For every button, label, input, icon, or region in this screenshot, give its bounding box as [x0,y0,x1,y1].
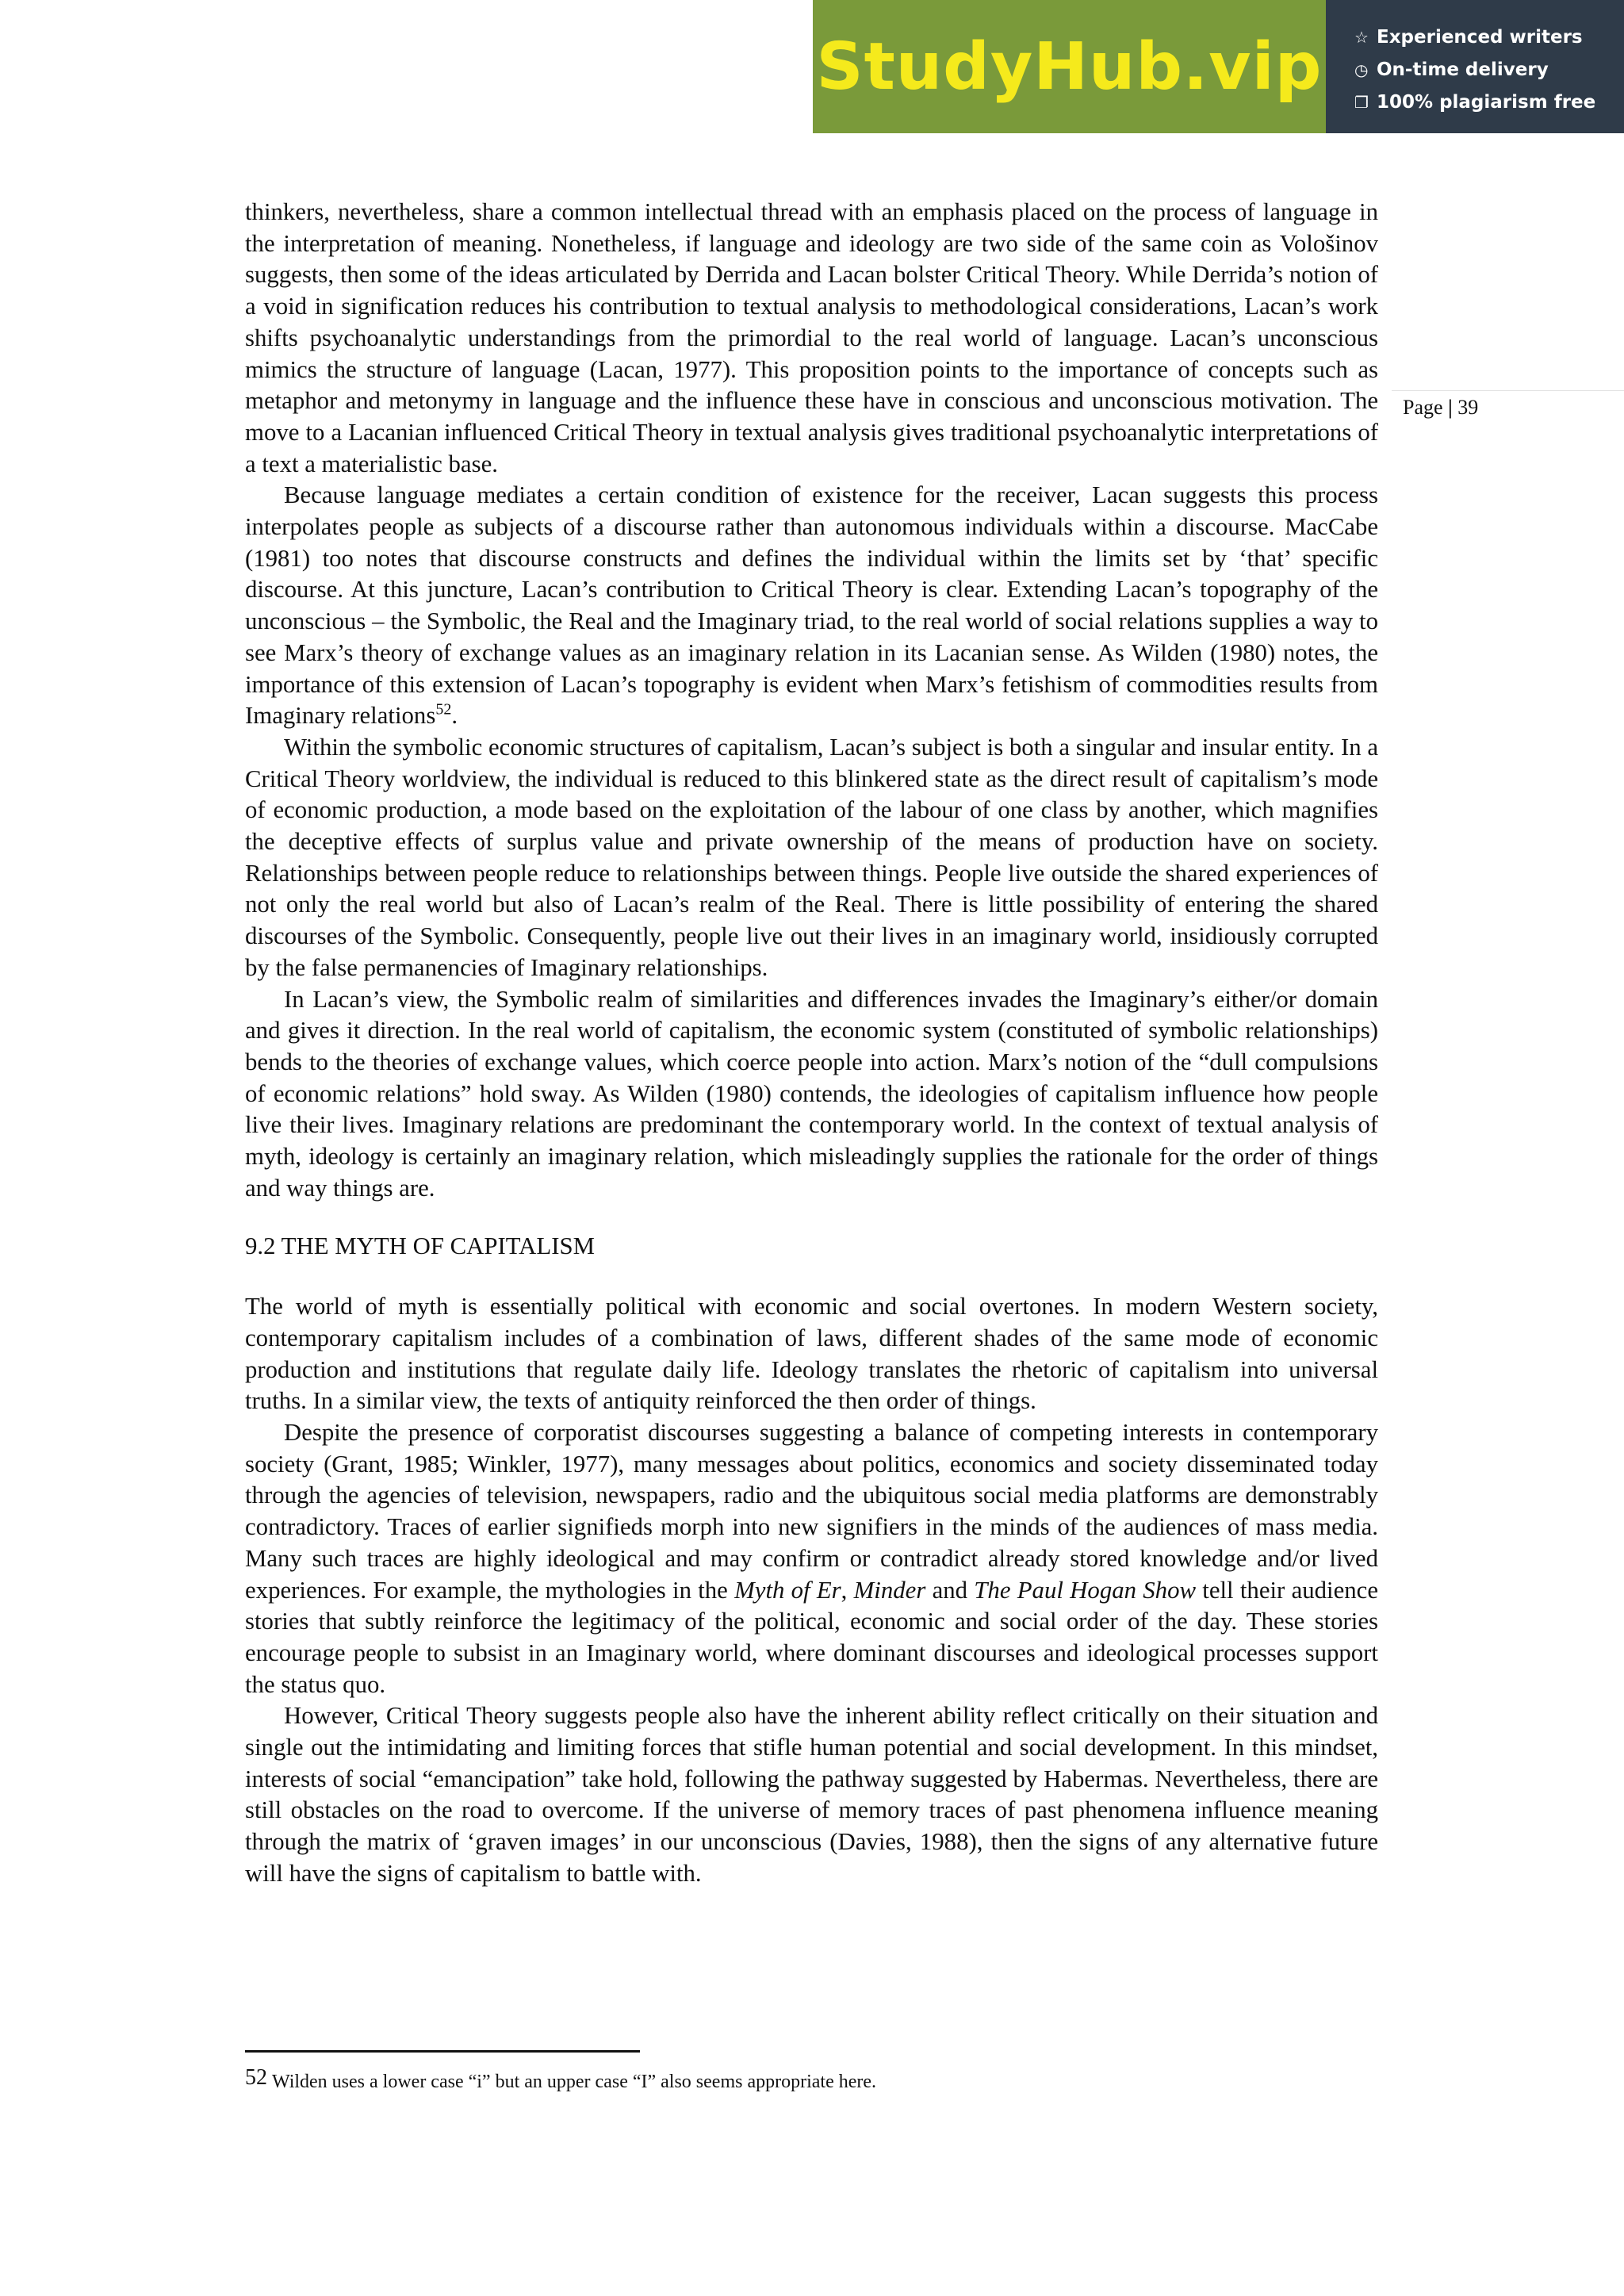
logo-text: StudyHub.vip [816,29,1323,105]
title-myth-of-er: Myth of Er [734,1576,841,1604]
paragraph-6 [245,1417,1378,1700]
feature-list [1326,0,1624,133]
copy-icon: ❐ [1354,92,1369,112]
clock-icon: ◷ [1354,59,1369,79]
paragraph-6-text-d: tell their audience stories that subtly reinforce the legitimacy of the political, economic and social order of the day. These stories encourage people to subsist in an Imaginary world, where dominant discourses and ideological processes support the status quo. [245,1576,1378,1698]
footnote [245,2065,876,2093]
document-body [245,197,1378,1890]
feature-plagiarism-free [1354,86,1624,118]
title-paul-hogan-show: The Paul Hogan Show [974,1576,1197,1604]
page-number [1403,396,1478,420]
star-icon: ☆ [1354,27,1369,47]
page-number-divider [1392,390,1624,391]
paragraph-3: Within the symbolic economic structures of capitalism, Lacan’s subject is both a singular and insular entity. In a Critical Theory worldview, the individual is reduced to this blinkered state as the direct result of capitalism’s mode of economic production, a mode based on the exploitation of the labour of one class by another, which magnifies the deceptive effects of surplus value and private ownership of the means of production have on society. Relationships between people reduce to relationships between things. People live outside the shared experiences of not only the real world but also of Lacan’s realm of the Real. There is little possibility of entering the shared discourses of the Symbolic. Consequently, people live out their lives in an imaginary world, insidiously corrupted by the false permanencies of Imaginary relationships. [245,733,1378,981]
footnote-divider [245,2050,640,2053]
paragraph-6-text-a: Despite the presence of corporatist discourses suggesting a balance of competing interests in contemporary society (Grant, 1985; Winkler, 1977), many messages about politics, economics and society disseminated today through the agencies of television, newspapers, radio and the ubiquitous social media platforms are demonstrably contradictory. Traces of earlier signifieds morph into new signifiers in the minds of the audiences of mass media. Many such traces are highly ideological and may confirm or contradict already stored knowledge and/or lived experiences. For example, the mythologies in the [245,1419,1378,1604]
paragraph-1: thinkers, nevertheless, share a common intellectual thread with an emphasis placed on the process of language in the interpretation of meaning. Nonetheless, if language and ideology are two side of the same coin as Vološinov suggests, then some of the ideas articulated by Derrida and Lacan bolster Critical Theory. While Derrida’s notion of a void in signification reduces his contribution to textual analysis to methodological considerations, Lacan’s work shifts psychoanalytic understandings from the primordial to the real world of language. Lacan’s unconscious mimics the structure of language (Lacan, 1977). This proposition points to the importance of concepts such as metaphor and metonymy in language and the influence these have in conscious and unconscious motivation. The move to a Lacanian influenced Critical Theory in textual analysis gives traditional psychoanalytic interpretations of a text a materialistic base. [245,198,1378,477]
page-value: 39 [1457,396,1479,419]
feature-experienced-writers [1354,21,1624,53]
paragraph-2-text: Because language mediates a certain condition of existence for the receiver, Lacan suggests this process interpolates people as subjects of a discourse rather than autonomous individuals within a discourse. MacCabe (1981) too notes that discourse constructs and defines the individual within the limits set by ‘that’ specific discourse. At this juncture, Lacan’s contribution to Critical Theory is clear. Extending Lacan’s topography of the unconscious – the Symbolic, the Real and the Imaginary triad, to the real world of social relations supplies a way to see Marx’s theory of exchange values as an imaginary relation in its Lacanian sense. As Wilden (1980) notes, the importance of this extension of Lacan’s topography is evident when Marx’s fetishism of commodities results from Imaginary relations [245,481,1378,730]
paragraph-2 [245,480,1378,732]
paragraph-2-end: . [451,702,458,730]
feature-label: 100% plagiarism free [1377,91,1596,113]
paragraph-7: However, Critical Theory suggests people also have the inherent ability reflect critically on their situation and single out the intimidating and limiting forces that stifle human potential and social development. In this mindset, interests of social “emancipation” take hold, following the pathway suggested by Habermas. Nevertheless, there are still obstacles on the road to overcome. If the universe of memory traces of past phenomena influence meaning through the matrix of ‘graven images’ in our unconscious (Davies, 1988), then the signs of any alternative future will have the signs of capitalism to battle with. [245,1702,1378,1887]
paragraph-4: In Lacan’s view, the Symbolic realm of similarities and differences invades the Imaginary’s either/or domain and gives it direction. In the real world of capitalism, the economic system (constituted of symbolic relationships) bends to the theories of exchange values, which coerce people into action. Marx’s notion of the “dull compulsions of economic relations” hold sway. As Wilden (1980) contends, the ideologies of capitalism influence how people live their lives. Imaginary relations are predominant the contemporary world. In the context of textual analysis of myth, ideology is certainly an imaginary relation, which misleadingly supplies the rationale for the order of things and way things are. [245,985,1378,1202]
paragraph-5: The world of myth is essentially political with economic and social overtones. In modern Western society, contemporary capitalism includes of a combination of laws, different shades of the same mode of economic production and institutions that regulate daily life. Ideology translates the rhetoric of capitalism into universal truths. In a similar view, the texts of antiquity reinforced the then order of things. [245,1293,1378,1415]
footnote-mark: 52 [245,2065,267,2090]
paragraph-6-text-b: , [841,1576,854,1604]
feature-on-time-delivery [1354,53,1624,86]
footnote-text: Wilden uses a lower case “i” but an upper case “I” also seems appropriate here. [272,2072,877,2092]
section-heading: 9.2 THE MYTH OF CAPITALISM [245,1232,595,1259]
title-minder: Minder [853,1576,926,1604]
feature-label: On-time delivery [1377,59,1549,80]
feature-label: Experienced writers [1377,26,1583,48]
studyhub-banner [813,0,1624,133]
footnote-reference[interactable]: 52 [435,700,452,719]
page-label: Page [1403,396,1443,419]
page-separator: | [1448,396,1453,419]
paragraph-6-text-c: and [925,1576,975,1604]
studyhub-logo[interactable] [813,0,1326,133]
